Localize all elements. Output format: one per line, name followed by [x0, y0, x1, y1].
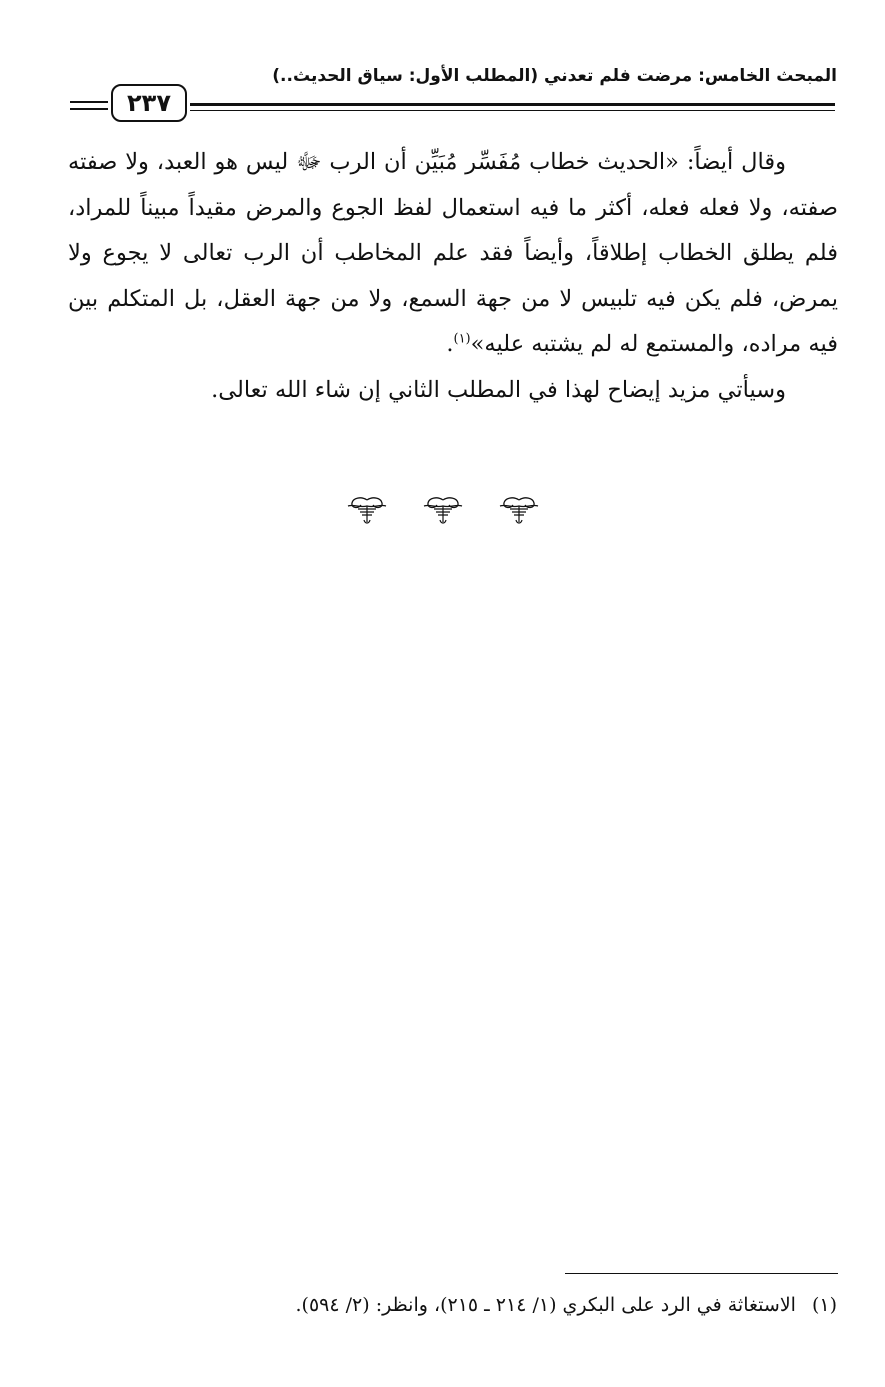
- paragraph-end-mark: .: [446, 331, 454, 357]
- ornament-icon: [344, 496, 390, 526]
- ornament-icon: [496, 496, 542, 526]
- text-line: المخاطب أن الرب تعالى لا يجوع ولا يمرض، فلم يكن فيه تلبيس لا من: [68, 240, 838, 312]
- header-rule-left-upper: [70, 101, 108, 103]
- footnote-text: الاستغاثة في الرد على البكري (١/ ٢١٤ ـ ٢١٥)، وانظر: (٢/ ٥٩٤).: [295, 1294, 796, 1316]
- header-rule-left-lower: [70, 108, 108, 110]
- paragraph-quote: [68, 140, 838, 368]
- text-line: لم يشتبه عليه»: [470, 331, 613, 357]
- text-line: وقال أيضاً: «الحديث خطاب مُفَسِّر مُبَيِّن أن الرب ﷻ ليس هو: [214, 149, 786, 175]
- header-rule-thin: [190, 110, 835, 111]
- header-rule-thick: [190, 103, 835, 106]
- text-line: والمرض مقيداً مبيناً للمراد، فلم يطلق الخطاب إطلاقاً، وأيضاً فقد علم: [68, 194, 838, 266]
- main-text: [68, 140, 838, 413]
- footnote-separator: [565, 1273, 838, 1274]
- footnote: [57, 1290, 837, 1320]
- section-divider-ornaments: [0, 496, 885, 526]
- ornament-icon: [420, 496, 466, 526]
- footnote-number: (١): [811, 1294, 837, 1316]
- text-line: العبد، ولا صفته صفته، ولا فعله فعله، أكثر ما فيه استعمال لفظ الجوع: [68, 149, 839, 221]
- page-number: ٢٣٧: [111, 84, 187, 122]
- text-line: جهة السمع، ولا من جهة العقل، بل المتكلم بين فيه مراده، والمستمع له: [68, 285, 838, 357]
- running-header-title: المبحث الخامس: مرضت فلم تعدني (المطلب الأول: سياق الحديث..): [272, 66, 837, 86]
- paragraph-note: وسيأتي مزيد إيضاح لهذا في المطلب الثاني إن شاء الله تعالى.: [211, 376, 786, 403]
- footnote-reference[interactable]: (١): [453, 331, 471, 347]
